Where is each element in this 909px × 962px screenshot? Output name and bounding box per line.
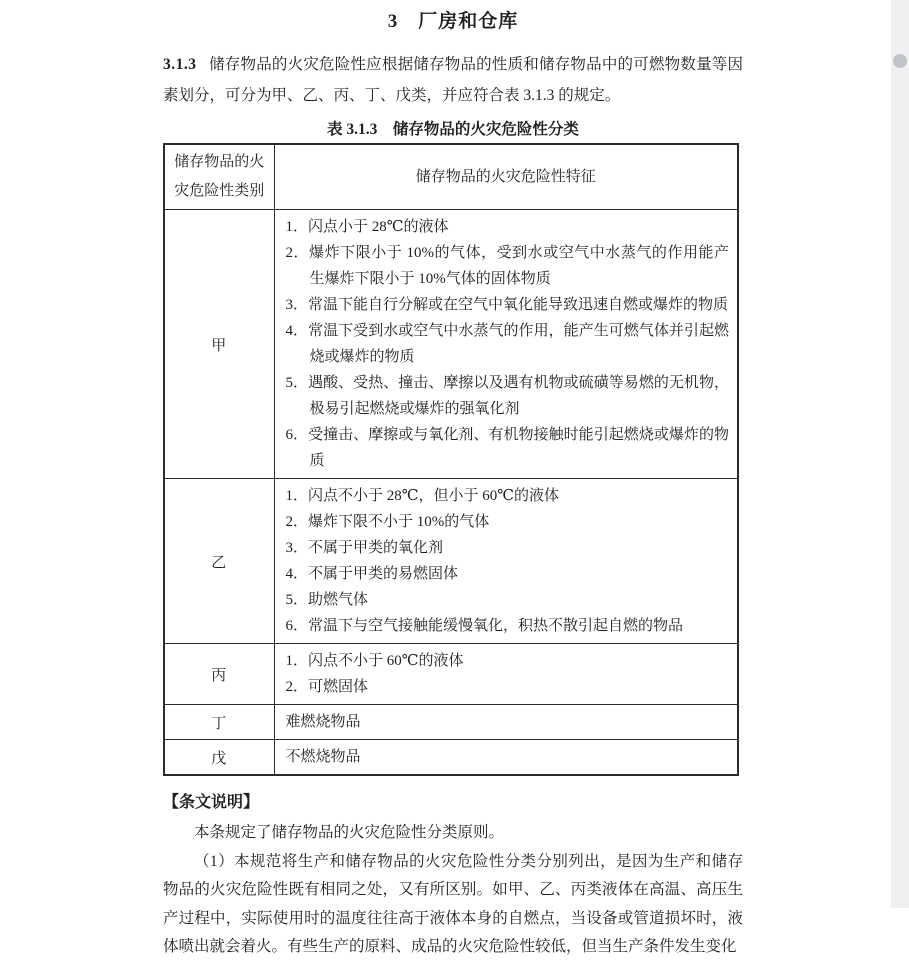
category-label: 乙 <box>164 479 274 644</box>
scrollbar-thumb[interactable] <box>893 54 907 68</box>
page-title: 3 厂房和仓库 <box>387 11 519 32</box>
category-label: 甲 <box>164 210 274 479</box>
feature-item: 难燃烧物品 <box>285 714 361 730</box>
clause-number: 3.1.3 <box>163 56 197 73</box>
table-row-jia <box>164 210 738 479</box>
feature-item: 1．闪点不小于 28℃，但小于 60℃的液体 <box>285 488 560 504</box>
table-header-row <box>164 144 738 210</box>
feature-item: 2．爆炸下限不小于 10%的气体 <box>285 514 490 530</box>
commentary-paragraph: 本条规定了储存物品的火灾危险性分类原则。 <box>194 824 505 841</box>
feature-item: 不燃烧物品 <box>285 749 361 765</box>
commentary-paragraph: （1）本规范将生产和储存物品的火灾危险性分类分别列出，是因为生产和储存物品的火灾危险性既有相同之处，又有所区别。如甲、乙、丙类液体在高温、高压生产过程中，实际使用时的温度往往高于液体本身的自燃点，当设备或管道损坏时，液体喷出就会着火。有些生产的原料、成品的火灾危险性较低，但当生产条件发生变化 <box>163 852 743 955</box>
clause-text: 储存物品的火灾危险性应根据储存物品的性质和储存物品中的可燃物数量等因素划分，可分为甲、乙、丙、丁、戊类，并应符合表 3.1.3 的规定。 <box>163 56 743 104</box>
category-features <box>274 740 738 776</box>
table-row-bing <box>164 644 738 705</box>
commentary-heading: 【条文说明】 <box>163 794 260 811</box>
table-header-feature: 储存物品的火灾危险性特征 <box>274 144 738 210</box>
category-features <box>274 210 738 479</box>
feature-item: 6．常温下与空气接触能缓慢氧化，积热不散引起自燃的物品 <box>285 618 684 634</box>
feature-item: 2．爆炸下限小于 10%的气体，受到水或空气中水蒸气的作用能产生爆炸下限小于 10%气体的固体物质 <box>285 245 729 287</box>
commentary-section <box>163 789 743 962</box>
table-caption: 表 3.1.3 储存物品的火灾危险性分类 <box>327 121 579 138</box>
feature-item: 3．常温下能自行分解或在空气中氧化能导致迅速自燃或爆炸的物质 <box>285 297 729 313</box>
category-features <box>274 479 738 644</box>
table-row-ding <box>164 705 738 740</box>
hazard-classification-table <box>163 143 739 776</box>
category-features <box>274 705 738 740</box>
feature-item: 2．可燃固体 <box>285 679 369 695</box>
feature-item: 4．不属于甲类的易燃固体 <box>285 566 459 582</box>
feature-item: 5．遇酸、受热、撞击、摩擦以及遇有机物或硫磺等易燃的无机物，极易引起燃烧或爆炸的强氧化剂 <box>285 375 729 417</box>
category-label: 戊 <box>164 740 274 776</box>
feature-item: 5．助燃气体 <box>285 592 369 608</box>
table-row-yi <box>164 479 738 644</box>
category-label: 丙 <box>164 644 274 705</box>
feature-item: 3．不属于甲类的氧化剂 <box>285 540 444 556</box>
table-header-category: 储存物品的火灾危险性类别 <box>164 144 274 210</box>
feature-item: 1．闪点不小于 60℃的液体 <box>285 653 464 669</box>
clause-3-1-3 <box>163 49 743 111</box>
feature-item: 6．受撞击、摩擦或与氧化剂、有机物接触时能引起燃烧或爆炸的物质 <box>285 427 729 469</box>
document-page <box>163 6 743 962</box>
category-features <box>274 644 738 705</box>
table-row-wu <box>164 740 738 776</box>
scrollbar-track[interactable] <box>891 0 909 908</box>
category-label: 丁 <box>164 705 274 740</box>
feature-item: 1．闪点小于 28℃的液体 <box>285 219 449 235</box>
feature-item: 4．常温下受到水或空气中水蒸气的作用，能产生可燃气体并引起燃烧或爆炸的物质 <box>285 323 729 365</box>
